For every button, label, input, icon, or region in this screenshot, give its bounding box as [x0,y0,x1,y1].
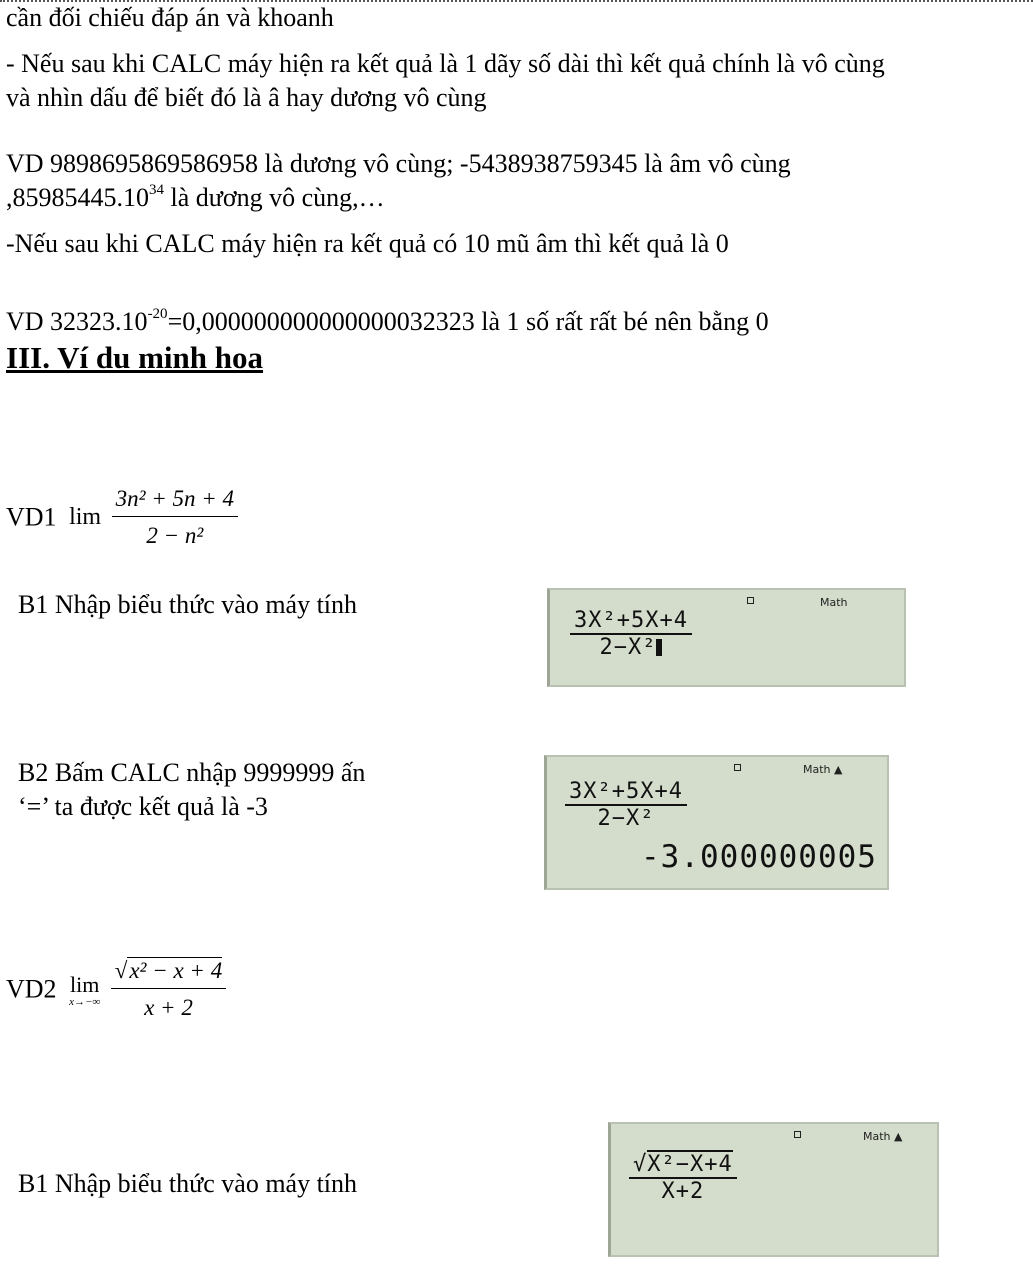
vd1-fraction [112,486,238,549]
vd1-step2-line2: ‘=’ ta được kết quả là -3 [18,792,268,821]
calc-numerator: 3X²+5X+4 [565,779,687,806]
vd1-step1: B1 Nhập biểu thức vào máy tính [18,590,358,619]
vd1-step2-line1: B2 Bấm CALC nhập 9999999 ấn [18,758,366,787]
text-line-2: - Nếu sau khi CALC máy hiện ra kết quả là 1 dãy số dài thì kết quả chính là vô cùng [6,49,885,78]
calc-result: -3.000000005 [641,839,877,875]
sqrt-icon: √ [633,1152,648,1177]
text-line-7-rest: =0,000000000000000032323 là 1 số rất rất bé nên bằng 0 [167,307,769,336]
calc-fraction [570,608,692,660]
calc-fraction [629,1152,737,1204]
vd1-denominator: 2 − n² [146,523,204,548]
mode-indicator: Math ▲ [803,763,843,776]
text-line-6: -Nếu sau khi CALC máy hiện ra kết quả có 10 mũ âm thì kết quả là 0 [6,229,729,258]
vd2-radicand: x² − x + 4 [129,958,223,983]
display-indicator-icon [794,1131,801,1138]
text-line-5-exponent: 34 [149,182,164,198]
vd2-lim-subscript: x→−∞ [69,995,101,1008]
vd1-lim: lim [69,504,102,530]
calc-denominator-text: 2−X² [599,635,657,660]
vd2-numerator: √x² − x + 4 [111,958,226,989]
vd2-lim [69,972,100,1008]
vd2-formula [6,958,226,1021]
calc-radicand: X²−X+4 [647,1152,733,1177]
calc-denominator [570,635,692,660]
mode-indicator: Math [820,596,848,609]
mode-indicator: Math ▲ [863,1130,903,1143]
text-line-7-exponent: -20 [147,306,168,322]
cursor-icon [656,639,662,656]
text-line-5 [6,182,385,214]
calc-screen-3 [608,1122,939,1257]
vd1-numerator: 3n² + 5n + 4 [112,486,238,517]
vd2-step1: B1 Nhập biểu thức vào máy tính [18,1169,358,1198]
vd2-label: VD2 [6,974,57,1004]
calc-screen-1 [547,588,906,687]
vd2-lim-word: lim [69,971,100,997]
text-line-1: cần đối chiếu đáp án và khoanh [6,3,334,32]
vd1-formula [6,486,238,549]
calc-numerator: 3X²+5X+4 [570,608,692,635]
calc-screen-2 [544,755,889,890]
vd1-label: VD1 [6,502,57,532]
text-line-5-rest: là dương vô cùng,… [164,183,385,212]
vd2-denominator: x + 2 [144,995,193,1020]
display-indicator-icon [747,597,754,604]
text-line-7 [6,306,769,338]
calc-numerator [629,1152,737,1179]
calc-denominator: X+2 [661,1179,705,1204]
calc-denominator: 2−X² [597,806,655,831]
display-indicator-icon [734,764,741,771]
vd2-fraction [111,958,226,1021]
section-heading: III. Ví du minh hoa [6,340,264,375]
text-line-4: VD 9898695869586958 là dương vô cùng; -5438938759345 là âm vô cùng [6,149,791,178]
text-line-5-base: ,85985445.10 [6,183,149,212]
text-line-3: và nhìn dấu để biết đó là â hay dương vô cùng [6,83,487,112]
calc-fraction [565,779,687,831]
text-line-7-base: VD 32323.10 [6,307,148,336]
